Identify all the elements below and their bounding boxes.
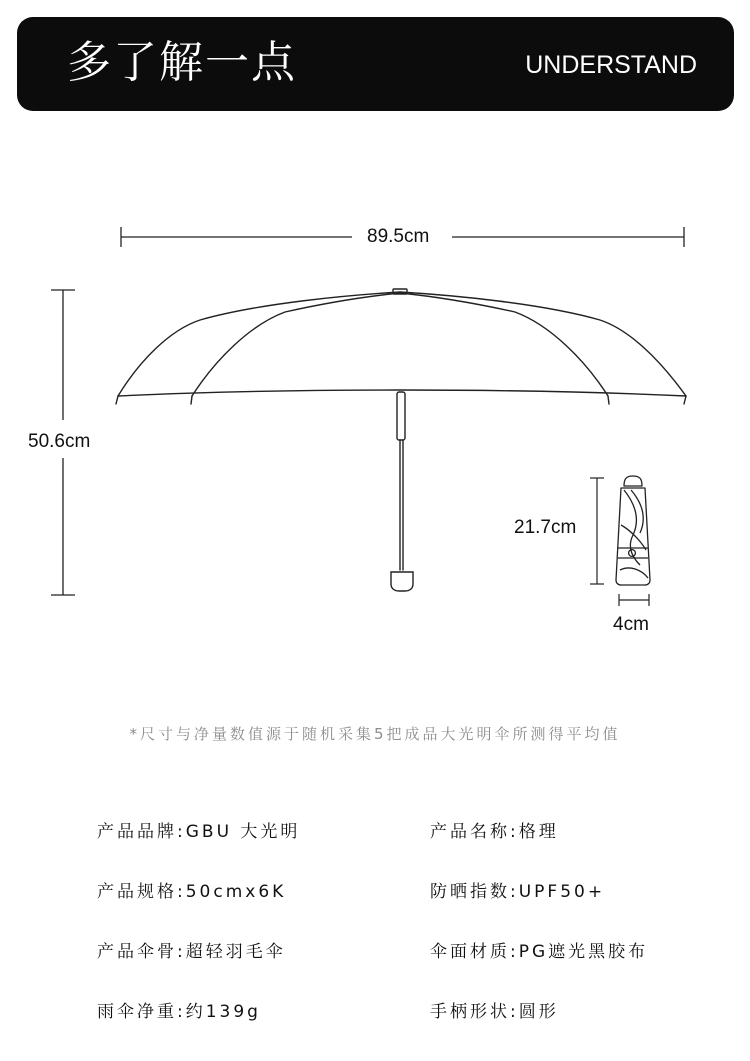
height-dimension-label: 50.6cm [28, 431, 91, 452]
spec-item: 伞面材质:PG遮光黑胶布 [430, 942, 649, 962]
folded-width-dimension-line [619, 594, 649, 606]
spec-label: 产品名称 [430, 822, 510, 842]
spec-item: 手柄形状:圆形 [430, 1002, 559, 1022]
spec-item: 雨伞净重:约139g [97, 1002, 261, 1022]
spec-label: 手柄形状 [430, 1002, 510, 1022]
folded-length-dimension-line [590, 478, 604, 584]
spec-label: 产品品牌 [97, 822, 177, 842]
spec-value: 格理 [518, 822, 559, 842]
spec-item: 防晒指数:UPF50+ [430, 882, 606, 902]
page-title: 多了解一点 [67, 37, 297, 88]
spec-label: 产品规格 [97, 882, 177, 902]
folded-length-label: 21.7cm [514, 517, 577, 538]
page-subtitle: UNDERSTAND [525, 51, 697, 79]
spec-value: UPF50+ [518, 882, 606, 902]
open-umbrella-icon [116, 289, 686, 591]
spec-label: 产品伞骨 [97, 942, 177, 962]
folded-width-label: 4cm [613, 614, 649, 635]
spec-item: 产品规格:50cmx6K [97, 882, 287, 902]
spec-label: 雨伞净重 [97, 1002, 177, 1022]
spec-value: PG遮光黑胶布 [518, 942, 649, 962]
spec-item: 产品品牌:GBU 大光明 [97, 822, 301, 842]
spec-value: GBU 大光明 [185, 822, 301, 842]
spec-value: 50cmx6K [185, 882, 287, 902]
spec-item: 产品名称:格理 [430, 822, 559, 842]
spec-label: 防晒指数 [430, 882, 510, 902]
folded-umbrella-icon [616, 476, 650, 585]
spec-label: 伞面材质 [430, 942, 510, 962]
spec-value: 超轻羽毛伞 [185, 942, 286, 962]
measurement-note: *尺寸与净量数值源于随机采集5把成品大光明伞所测得平均值 [129, 725, 621, 743]
spec-value: 圆形 [518, 1002, 559, 1022]
spec-value: 约139g [185, 1002, 261, 1022]
width-dimension-label: 89.5cm [367, 226, 430, 247]
spec-item: 产品伞骨:超轻羽毛伞 [97, 942, 286, 962]
